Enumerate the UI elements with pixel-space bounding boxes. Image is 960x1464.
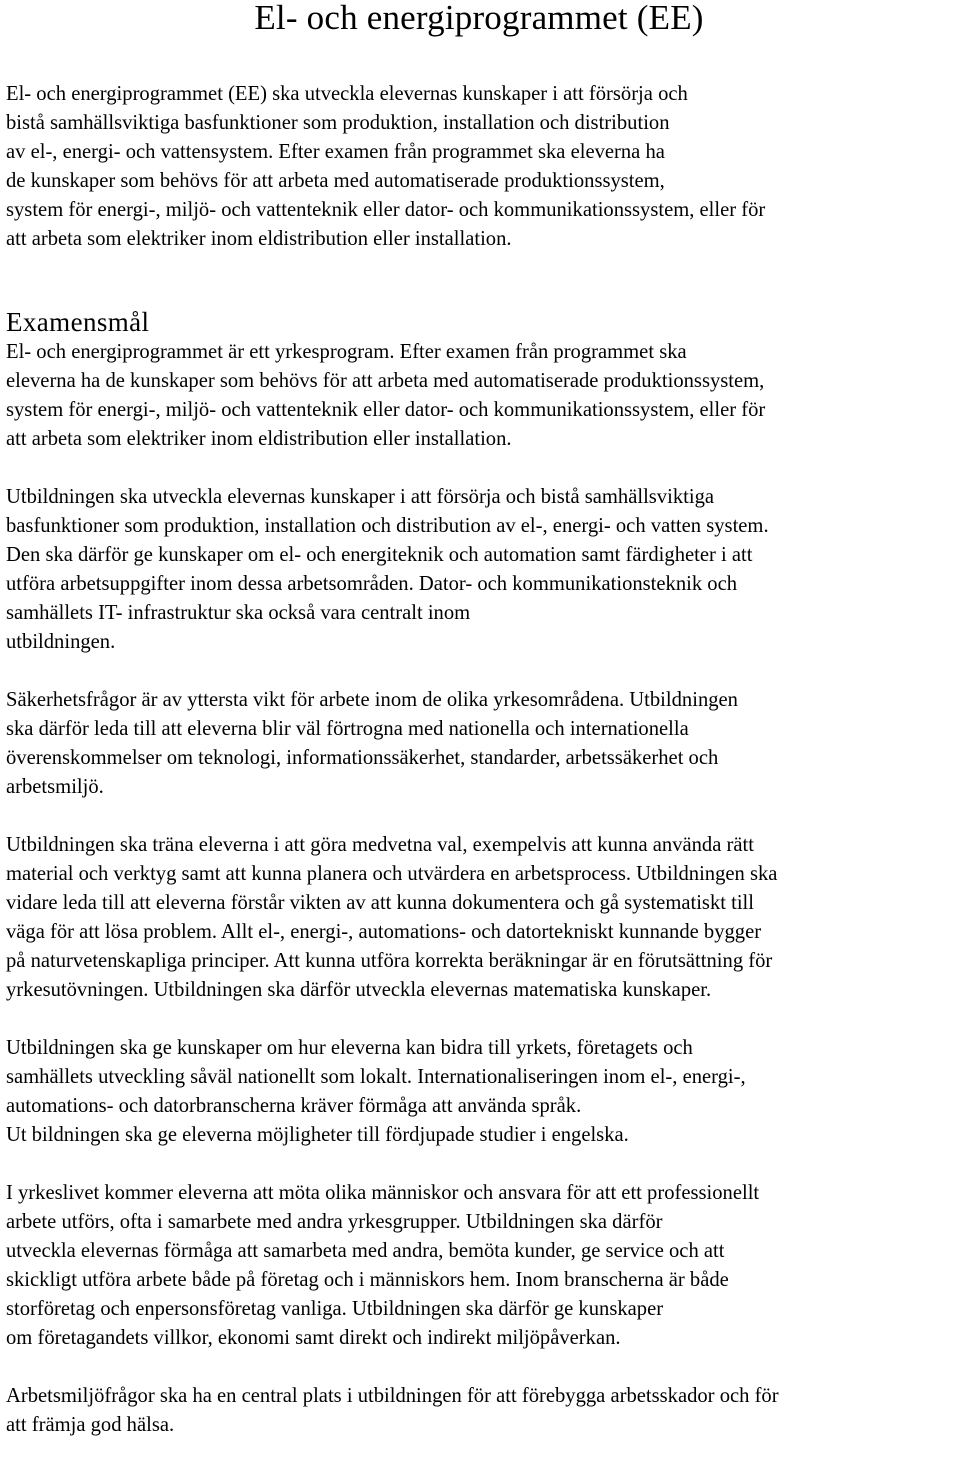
paragraph-line: eleverna ha de kunskaper som behövs för att arbeta med automatiserade produktionssystem, [6, 370, 765, 392]
paragraph-line: I yrkeslivet kommer eleverna att möta olika människor och ansvara för att ett professionellt [6, 1182, 760, 1204]
paragraph-line: Utbildningen ska utveckla elevernas kunskaper i att försörja och bistå samhällsviktiga [6, 486, 715, 508]
paragraph-4 [6, 831, 952, 1005]
paragraph-3 [6, 686, 952, 802]
document-title: El- och energiprogrammet (EE) [254, 0, 704, 37]
paragraph-1 [6, 338, 952, 454]
paragraph-line: utbildningen. [6, 631, 116, 653]
paragraph-2 [6, 483, 952, 657]
intro-line: bistå samhällsviktiga basfunktioner som produktion, installation och distribution [6, 112, 670, 134]
intro-line: att arbeta som elektriker inom eldistribution eller installation. [6, 228, 512, 250]
paragraph-line: vidare leda till att eleverna förstår vikten av att kunna dokumentera och gå systematiskt till [6, 892, 754, 914]
paragraph-5 [6, 1034, 952, 1121]
paragraph-line: utveckla elevernas förmåga att samarbeta med andra, bemöta kunder, ge service och att [6, 1240, 725, 1262]
paragraph-line: Ut bildningen ska ge eleverna möjligheter till fördjupade studier i engelska. [6, 1124, 629, 1146]
paragraph-8 [6, 1382, 952, 1440]
paragraph-line: ska därför leda till att eleverna blir väl förtrogna med nationella och internationella [6, 718, 689, 740]
paragraph-line: skickligt utföra arbete både på företag och i människors hem. Inom branscherna är både [6, 1269, 729, 1291]
paragraph-line: system för energi-, miljö- och vattenteknik eller dator- och kommunikationssystem, eller för [6, 399, 766, 421]
intro-line: de kunskaper som behövs för att arbeta med automatiserade produktionssystem, [6, 170, 665, 192]
paragraph-line: om företagandets villkor, ekonomi samt direkt och indirekt miljöpåverkan. [6, 1327, 621, 1349]
paragraph-line: automations- och datorbranscherna kräver förmåga att använda språk. [6, 1095, 582, 1117]
paragraph-line: arbetsmiljö. [6, 776, 104, 798]
intro-paragraph [6, 80, 952, 254]
intro-line: system för energi-, miljö- och vattenteknik eller dator- och kommunikationssystem, eller för [6, 199, 766, 221]
paragraph-line: att arbeta som elektriker inom eldistribution eller installation. [6, 428, 512, 450]
paragraph-line: Den ska därför ge kunskaper om el- och energiteknik och automation samt färdigheter i att [6, 544, 753, 566]
paragraph-line: Säkerhetsfrågor är av yttersta vikt för arbete inom de olika yrkesområdena. Utbildningen [6, 689, 738, 711]
paragraph-line: väga för att lösa problem. Allt el-, energi-, automations- och datortekniskt kunnande bygger [6, 921, 762, 943]
paragraph-line: Utbildningen ska träna eleverna i att göra medvetna val, exempelvis att kunna använda rätt [6, 834, 754, 856]
paragraph-line: samhällets utveckling såväl nationellt som lokalt. Internationaliseringen inom el-, energi-, [6, 1066, 746, 1088]
paragraph-line: överenskommelser om teknologi, informationssäkerhet, standarder, arbetssäkerhet och [6, 747, 719, 769]
paragraph-line: yrkesutövningen. Utbildningen ska därför utveckla elevernas matematiska kunskaper. [6, 979, 712, 1001]
intro-line: El- och energiprogrammet (EE) ska utveckla elevernas kunskaper i att försörja och [6, 83, 688, 105]
paragraph-line: Arbetsmiljöfrågor ska ha en central plats i utbildningen för att förebygga arbetsskador och för [6, 1385, 779, 1407]
paragraph-line: att främja god hälsa. [6, 1414, 175, 1436]
paragraph-line: basfunktioner som produktion, installation och distribution av el-, energi- och vatten system. [6, 515, 769, 537]
paragraph-line: storföretag och enpersonsföretag vanliga. Utbildningen ska därför ge kunskaper [6, 1298, 664, 1320]
section-heading-examensmal: Examensmål [6, 307, 150, 337]
paragraph-line: arbete utförs, ofta i samarbete med andra yrkesgrupper. Utbildningen ska därför [6, 1211, 663, 1233]
paragraph-line: material och verktyg samt att kunna planera och utvärdera en arbetsprocess. Utbildningen ska [6, 863, 778, 885]
paragraph-6 [6, 1121, 952, 1150]
paragraph-7 [6, 1179, 952, 1353]
paragraph-line: Utbildningen ska ge kunskaper om hur eleverna kan bidra till yrkets, företagets och [6, 1037, 693, 1059]
paragraph-line: utföra arbetsuppgifter inom dessa arbetsområden. Dator- och kommunikationsteknik och [6, 573, 738, 595]
intro-line: av el-, energi- och vattensystem. Efter examen från programmet ska eleverna ha [6, 141, 665, 163]
paragraph-line: på naturvetenskapliga principer. Att kunna utföra korrekta beräkningar är en förutsättning för [6, 950, 773, 972]
paragraph-line: samhällets IT- infrastruktur ska också vara centralt inom [6, 602, 471, 624]
paragraph-line: El- och energiprogrammet är ett yrkesprogram. Efter examen från programmet ska [6, 341, 687, 363]
